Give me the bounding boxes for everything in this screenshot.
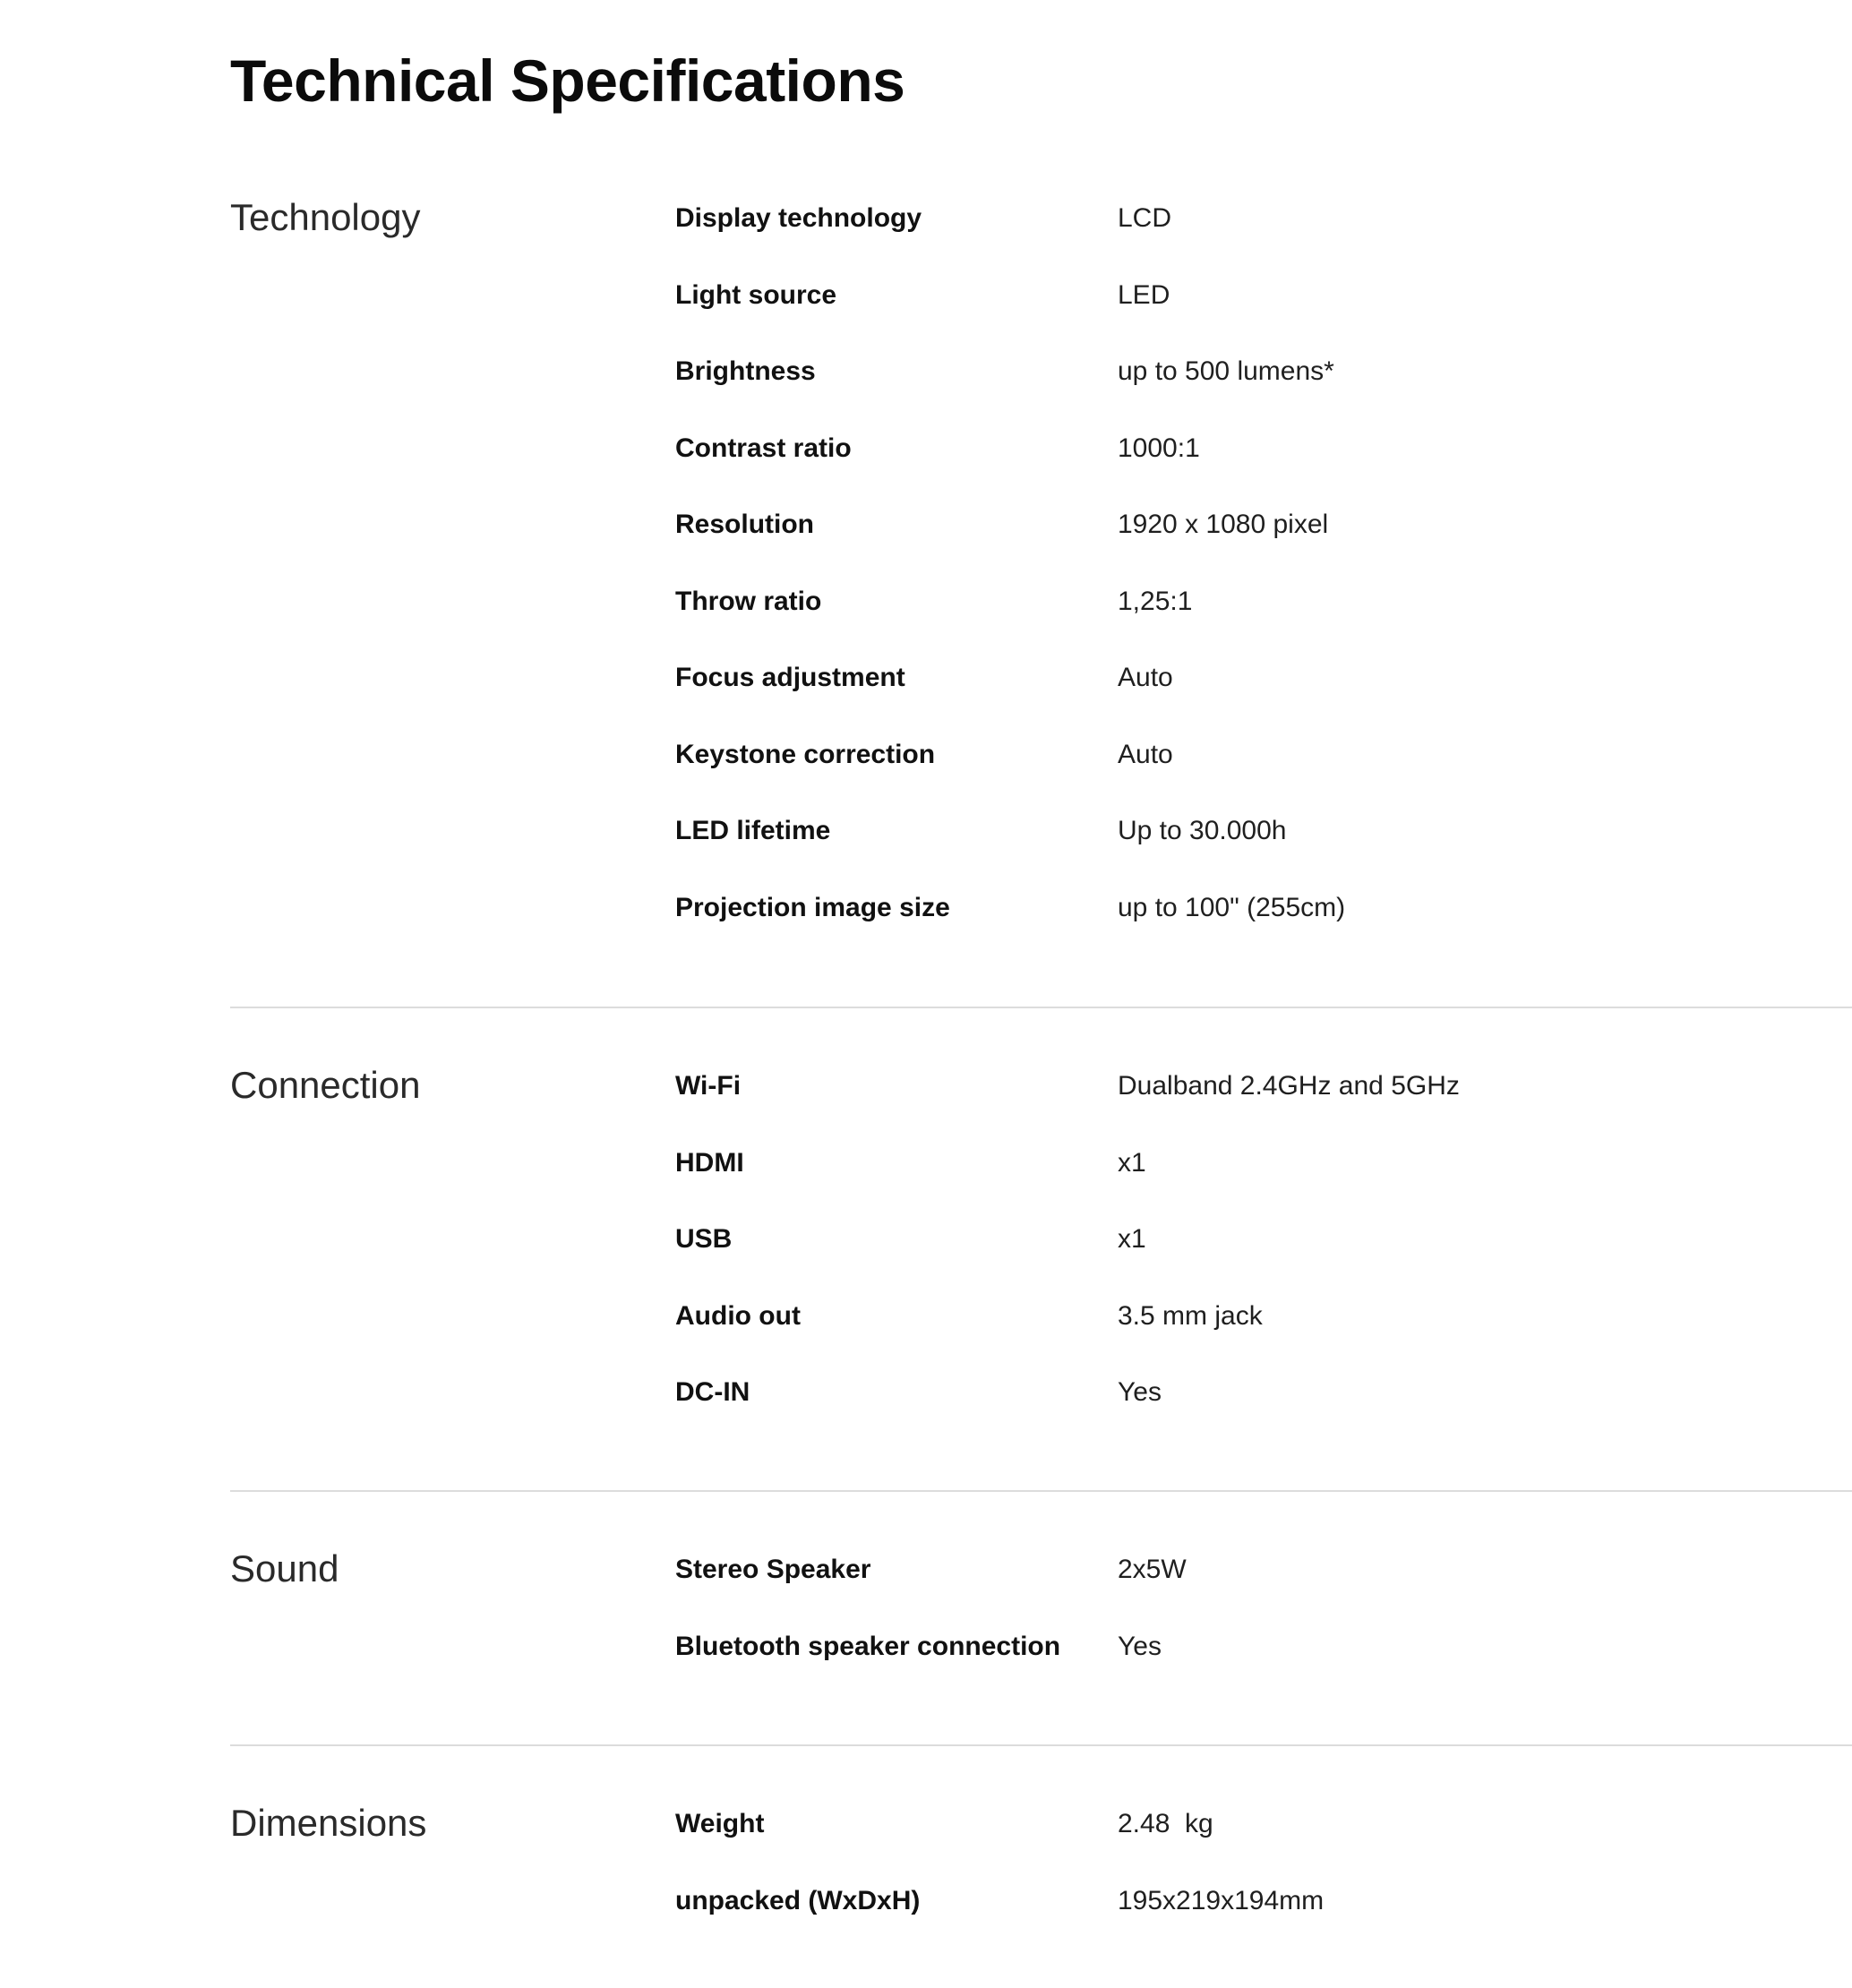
spec-row	[675, 1375, 1852, 1452]
spec-label: Projection image size	[675, 893, 950, 922]
spec-label: unpacked (WxDxH)	[675, 1886, 921, 1915]
spec-label: Keystone correction	[675, 740, 936, 769]
spec-row	[675, 1629, 1852, 1706]
spec-label: Resolution	[675, 510, 814, 539]
section-divider	[230, 1744, 1852, 1746]
spec-value: 1920 x 1080 pixel	[1118, 510, 1329, 539]
spec-label: Wi-Fi	[675, 1071, 742, 1101]
spec-label: Brightness	[675, 356, 816, 386]
spec-label: Contrast ratio	[675, 433, 852, 463]
spec-row	[675, 813, 1852, 890]
section-divider	[230, 1490, 1852, 1492]
spec-row	[675, 354, 1852, 431]
spec-row	[675, 1883, 1852, 1960]
spec-value: up to 100" (255cm)	[1118, 893, 1346, 922]
spec-label: Bluetooth speaker connection	[675, 1632, 1061, 1661]
spec-value: 1,25:1	[1118, 587, 1193, 616]
spec-label: LED lifetime	[675, 816, 831, 845]
spec-row	[675, 1068, 1852, 1145]
spec-value: 2x5W	[1118, 1555, 1187, 1584]
spec-value: up to 500 lumens*	[1118, 356, 1334, 386]
spec-value: x1	[1118, 1224, 1146, 1254]
spec-value: Up to 30.000h	[1118, 816, 1287, 845]
spec-row	[675, 1806, 1852, 1883]
spec-value: 2.48 kg	[1118, 1809, 1213, 1838]
spec-value: x1	[1118, 1148, 1146, 1178]
spec-value: 3.5 mm jack	[1118, 1301, 1263, 1331]
spec-label: Audio out	[675, 1301, 801, 1331]
spec-label: Stereo Speaker	[675, 1555, 871, 1584]
spec-value: 195x219x194mm	[1118, 1886, 1325, 1915]
spec-label: Weight	[675, 1809, 765, 1838]
spec-row	[675, 1552, 1852, 1629]
spec-row	[675, 660, 1852, 737]
spec-value: Yes	[1118, 1377, 1162, 1407]
spec-row	[675, 584, 1852, 661]
spec-row	[675, 890, 1852, 967]
spec-value: LCD	[1118, 203, 1172, 233]
section-heading: Connection	[230, 1064, 421, 1106]
spec-row	[675, 1221, 1852, 1298]
spec-value: Yes	[1118, 1632, 1162, 1661]
spec-label: HDMI	[675, 1148, 744, 1178]
spec-row	[675, 431, 1852, 508]
spec-row	[675, 1298, 1852, 1375]
section-divider	[230, 1007, 1852, 1008]
spec-label: Display technology	[675, 203, 922, 233]
spec-value: Auto	[1118, 663, 1173, 692]
spec-row	[675, 1145, 1852, 1222]
spec-value: LED	[1118, 280, 1170, 310]
spec-value: Dualband 2.4GHz and 5GHz	[1118, 1071, 1460, 1101]
spec-row	[675, 201, 1852, 278]
spec-row	[675, 507, 1852, 584]
spec-label: Light source	[675, 280, 837, 310]
spec-row	[675, 278, 1852, 355]
section-heading: Dimensions	[230, 1802, 427, 1844]
spec-label: Throw ratio	[675, 587, 822, 616]
section-heading: Sound	[230, 1547, 339, 1590]
page-title: Technical Specifications	[230, 47, 905, 114]
spec-label: Focus adjustment	[675, 663, 905, 692]
spec-row	[675, 737, 1852, 814]
spec-label: DC-IN	[675, 1377, 750, 1407]
section-heading: Technology	[230, 196, 421, 238]
spec-label: USB	[675, 1224, 733, 1254]
spec-value: 1000:1	[1118, 433, 1200, 463]
spec-value: Auto	[1118, 740, 1173, 769]
